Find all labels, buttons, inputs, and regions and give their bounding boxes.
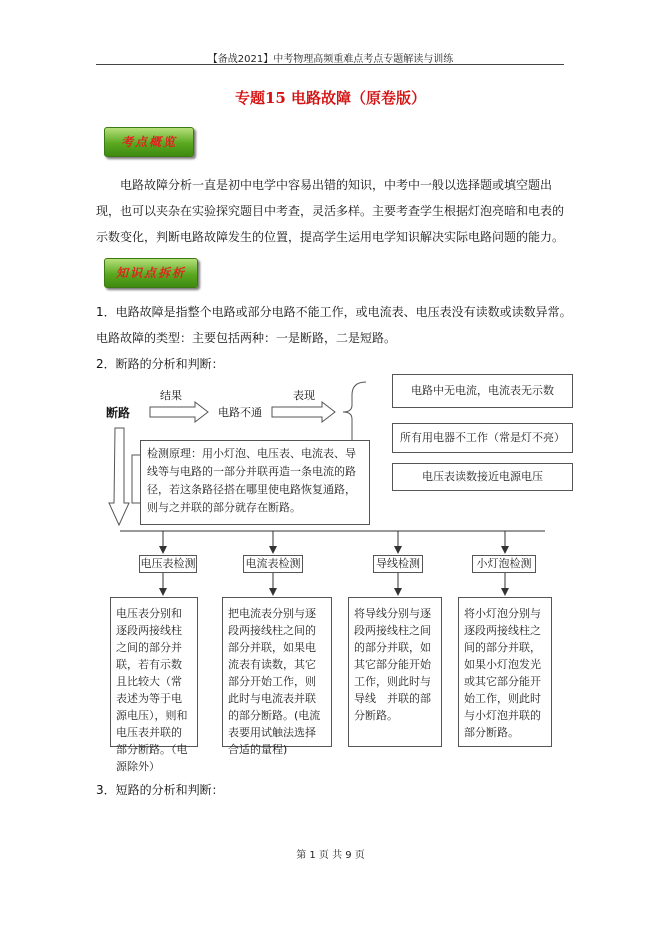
principle-box: 检测原理：用小灯泡、电压表、电流表、导线等与电路的一部分并联再造一条电流的路径，若这条路径搭在哪里使电路恢复通路，则与之并联的部分就存在断路。 xyxy=(140,440,370,525)
diagram-start: 断路 xyxy=(106,406,131,420)
symptom-voltage: 电压表读数接近电源电压 xyxy=(392,463,573,491)
intro-paragraph: 电路故障分析一直是初中电学中容易出错的知识，中考中一般以选择题或填空题出现，也可以夹杂在实验探究题目中考查，灵活多样。主要考查学生根据灯泡亮暗和电表的示数变化，判断电路故障发生的位置，提高学生运用电学知识解决实际电路问题的能力。 xyxy=(96,178,565,244)
method-voltmeter-desc: 电压表分别和逐段两接线柱之间的部分并联，若有示数且比较大（常表述为等于电源电压），则和电压表并联的部分断路。（电源除外） xyxy=(110,597,198,747)
method-voltmeter-label: 电压表检测 xyxy=(139,555,197,573)
arrow-result-label: 结果 xyxy=(160,389,182,402)
overview-badge-label: 考点概览 xyxy=(120,135,177,149)
method-ammeter-desc: 把电流表分别与逐段两接线柱之间的部分并联，如果电流表有读数，其它部分开始工作，则此时与电流表并联的部分断路。(电流表要用试触法选择合适的量程) xyxy=(222,597,332,747)
arrow-down xyxy=(109,428,129,525)
method-bulb-desc: 将小灯泡分别与逐段两接线柱之间的部分并联，如果小灯泡发光或其它部分能开始工作，则此时与小灯泡并联的部分断路。 xyxy=(458,597,552,747)
symptom-no-current: 电路中无电流，电流表无示数 xyxy=(392,374,573,408)
method-bulb-label: 小灯泡检测 xyxy=(472,555,536,573)
method-wire-desc: 将导线分别与逐段两接线柱之间的部分并联，如其它部分能开始工作，则此时与导线 并联的部分断路。 xyxy=(348,597,442,747)
arrow-manifest xyxy=(272,402,335,422)
diagram-middle: 电路不通 xyxy=(218,406,262,419)
method-ammeter-label: 电流表检测 xyxy=(243,555,303,573)
arrow-manifest-label: 表现 xyxy=(293,389,315,402)
symptom-not-working: 所有用电器不工作（常是灯不亮） xyxy=(392,423,573,453)
method-wire-label: 导线检测 xyxy=(373,555,423,573)
page-header: 【备战2021】中考物理高频重难点考点专题解读与训练 xyxy=(207,54,454,65)
point-3: 3．短路的分析和判断： xyxy=(96,783,224,797)
arrow-result xyxy=(150,402,208,422)
point-1-types: 电路故障的类型：主要包括两种：一是断路，二是短路。 xyxy=(96,331,397,345)
page-footer: 第 1 页 共 9 页 xyxy=(296,850,365,861)
analysis-badge-label: 知识点拆析 xyxy=(115,266,186,280)
point-1: 1．电路故障是指整个电路或部分电路不能工作，或电流表、电压表没有读数或读数异常。 xyxy=(96,305,572,319)
point-2: 2．断路的分析和判断： xyxy=(96,357,224,371)
page-title: 专题15 电路故障（原卷版） xyxy=(234,89,427,107)
